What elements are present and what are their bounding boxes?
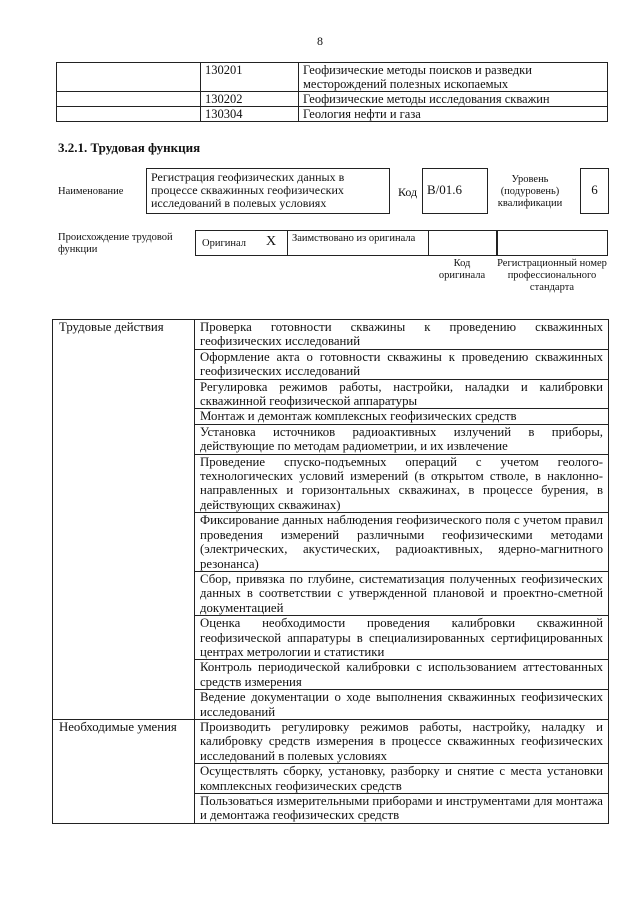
list-item: Оценка необходимости проведения калибровки скважинной геофизической аппаратуры в специализированных сертифицированных центрах метрологии и статистики [195, 616, 609, 660]
table-row [57, 92, 608, 107]
page-number: 8 [317, 34, 323, 48]
list-item: Производить регулировку режимов работы, настройку, наладку и калибровку средств измерения в процессе скважинных геофизических исследований в полевых условиях [195, 719, 609, 763]
labor-actions-label: Трудовые действия [53, 320, 195, 720]
list-item: Сбор, привязка по глубине, систематизация полученных геофизических данных в соответствии с утвержденной плановой и проектно-сметной документацией [195, 571, 609, 615]
codes-table [56, 62, 608, 122]
empty-cell [57, 92, 201, 107]
list-item: Фиксирование данных наблюдения геофизического поля с учетом правил проведения измерений различными геофизическими методами (электрических, акустических, радиоактивных, ядерно-магнитного резонанса) [195, 513, 609, 572]
list-item: Осуществлять сборку, установку, разборку и снятие с места установки комплексных геофизических средств [195, 764, 609, 794]
code-label: Код [398, 185, 418, 199]
list-item: Регулировка режимов работы, настройки, наладки и калибровки скважинной геофизической аппаратуры [195, 379, 609, 409]
section-title: 3.2.1. Трудовая функция [58, 140, 201, 155]
table-row [57, 63, 608, 92]
list-item: Оформление акта о готовности скважины к проведению скважинных геофизических исследований [195, 349, 609, 379]
name-cell: Геофизические методы поисков и разведки месторождений полезных ископаемых [299, 63, 608, 92]
reg-number-label: Регистрационный номер профессионального стандарта [497, 258, 607, 293]
code-cell: 130304 [201, 107, 299, 122]
code-cell: 130201 [201, 63, 299, 92]
empty-cell [57, 107, 201, 122]
name-cell: Геология нефти и газа [299, 107, 608, 122]
list-item: Проверка готовности скважины к проведению скважинных геофизических исследований [195, 320, 609, 350]
empty-cell [57, 63, 201, 92]
level-box: 6 [580, 168, 609, 214]
name-label: Наименование [58, 186, 124, 197]
origin-row [195, 230, 608, 256]
function-details-table [52, 319, 609, 824]
function-code-box: B/01.6 [422, 168, 488, 214]
original-cell [195, 230, 287, 256]
list-item: Ведение документации о ходе выполнения скважинных геофизических исследований [195, 690, 609, 720]
code-cell: 130202 [201, 92, 299, 107]
list-item: Контроль периодической калибровки с использованием аттестованных средств измерения [195, 660, 609, 690]
name-cell: Геофизические методы исследования скважин [299, 92, 608, 107]
original-label: Оригинал [202, 238, 246, 249]
original-mark: X [266, 234, 277, 249]
level-label: Уровень (подуровень) квалификации [497, 174, 563, 209]
table-row [57, 107, 608, 122]
code-original-label: Код оригинала [438, 258, 486, 281]
list-item: Монтаж и демонтаж комплексных геофизических средств [195, 409, 609, 424]
list-item: Проведение спуско-подъемных операций с учетом геолого-технологических условий измерений (в открытом стволе, в наклонно-направленных и горизонтальных скважинах, в процессе бурения, в действующих скважинах) [195, 454, 609, 513]
skills-label: Необходимые умения [53, 719, 195, 823]
code-original-cell [429, 230, 497, 256]
reg-number-cell [497, 230, 608, 256]
list-item: Установка источников радиоактивных излучений в приборы, действующие по методам радиометрии, и их извлечение [195, 424, 609, 454]
function-name-box: Регистрация геофизических данных в процессе скважинных геофизических исследований в полевых условиях [146, 168, 390, 214]
borrowed-cell: Заимствовано из оригинала [287, 230, 429, 256]
list-item: Пользоваться измерительными приборами и инструментами для монтажа и демонтажа геофизических средств [195, 794, 609, 824]
origin-label: Происхождение трудовой функции [58, 232, 173, 255]
